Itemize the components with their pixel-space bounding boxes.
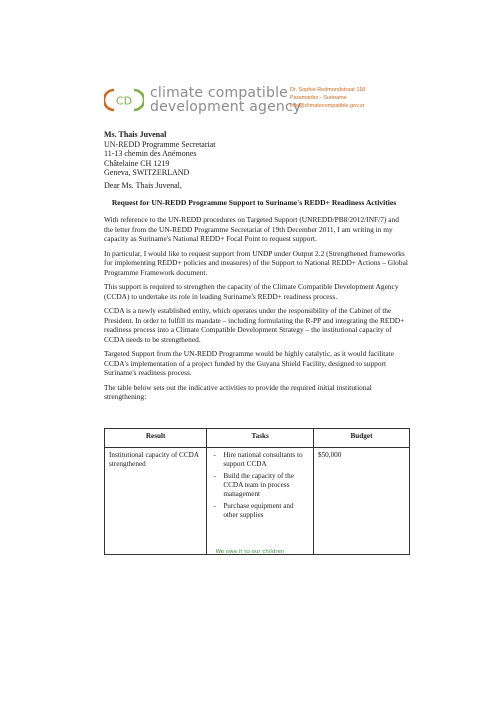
header-tasks: Tasks xyxy=(207,429,314,448)
task-item: - Build the capacity of the CCDA team in process management xyxy=(211,472,309,499)
address-line-2: Paramaribo - Suriname xyxy=(290,95,347,101)
recipient-line-1: UN-REDD Programme Secretariat xyxy=(104,139,216,149)
recipient-line-4: Geneva, SWITZERLAND xyxy=(104,168,190,178)
cell-result: Institutional capacity of CCDA strengthened xyxy=(105,448,207,555)
header-budget: Budget xyxy=(313,429,409,448)
activities-table xyxy=(104,428,410,555)
letter-body xyxy=(104,215,409,407)
header-result: Result xyxy=(105,429,207,448)
task-list xyxy=(211,451,309,520)
cell-tasks xyxy=(207,448,314,555)
paragraph-2: In particular, I would like to request support from UNDP under Output 2.2 (Strengthened frameworks for implementing REDD+ policies and measures) of the Support to National REDD+ Actions – Global Programme Framework document. xyxy=(104,248,408,277)
footer-tagline: We owe it to our children xyxy=(215,549,285,555)
recipient-line-3: Châtelaine CH 1219 xyxy=(104,158,170,168)
org-name-line2: development agency xyxy=(150,99,302,115)
letterhead-address xyxy=(290,86,365,110)
logo-mark-text: CD xyxy=(115,94,133,108)
paragraph-3: This support is required to strengthen the capacity of the Climate Compatible Development Agency (CCDA) to undertake its role in leading Suriname's REDD+ readiness process. xyxy=(104,282,399,301)
ccda-logo-icon xyxy=(104,87,144,113)
table-header-row xyxy=(105,429,410,448)
recipient-block xyxy=(104,130,216,178)
task-item: - Hire national consultants to support CCDA xyxy=(211,451,309,469)
paragraph-4: CCDA is a newly established entity, which operates under the responsibility of the Cabinet of the President. In order to fulfill its mandate – including formulating the R-PP and integrating the REDD+ readiness process into a Climate Compatible Development Strategy – the institutional capacity of CCDA needs to be strengthened. xyxy=(104,306,405,344)
recipient-name: Ms. Thais Juvenal xyxy=(104,130,167,139)
recipient-line-2: 11-13 chemin des Anémones xyxy=(104,149,197,159)
address-line-1: Dr. Sophie Redmondstraat 118 xyxy=(290,87,366,93)
paragraph-5: Targeted Support from the UN-REDD Programme would be highly catalytic, as it would facilitate CCDA's implementation of a project funded by the Guyana Shield Facility, designed to support Suriname's readiness process. xyxy=(104,349,394,377)
org-name-line1: climate compatible xyxy=(150,85,288,101)
paragraph-1: With reference to the UN-REDD procedures on Targeted Support (UNREDD/PB8/2012/INF/7) and the letter from the UN-REDD Programme Secretariat of 19th December 2011, I am writing in my capacity as Suriname's National REDD+ Focal Point to request support. xyxy=(104,215,399,243)
letterhead-logo xyxy=(104,86,301,114)
address-email[interactable]: info@climatecompatible.gov.sr xyxy=(290,103,365,109)
org-name xyxy=(150,86,301,114)
cell-budget: $50,000 xyxy=(313,448,409,555)
table-row xyxy=(105,448,410,555)
paragraph-6: The table below sets out the indicative activities to provide the required initial institutional strengthening: xyxy=(104,382,372,401)
salutation: Dear Ms. Thais Juvenal, xyxy=(104,181,182,190)
subject-line: Request for UN-REDD Programme Support to Suriname's REDD+ Readiness Activities xyxy=(111,198,397,207)
task-item: - Purchase equipment and other supplies xyxy=(211,502,309,520)
